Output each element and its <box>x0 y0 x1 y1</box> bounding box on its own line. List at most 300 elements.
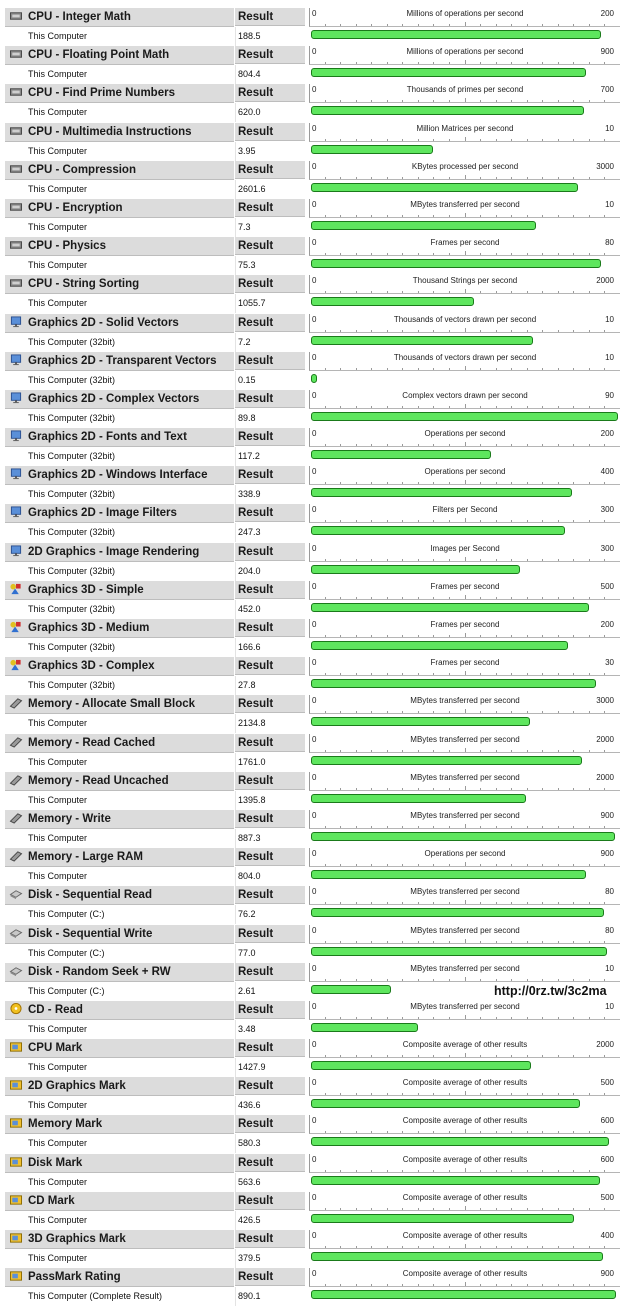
unit-label: Frames per second <box>430 581 500 591</box>
result-bar <box>311 1290 616 1299</box>
scale-axis <box>309 237 620 256</box>
result-row <box>0 734 630 772</box>
column-divider <box>235 905 236 924</box>
column-divider <box>235 1096 236 1115</box>
result-value: 436.6 <box>238 1100 261 1111</box>
test-header <box>0 237 306 256</box>
result-column-header: Result <box>235 1001 305 1019</box>
result-column-header: Result <box>235 466 305 484</box>
result-column-header: Result <box>235 314 305 332</box>
result-value: 2601.6 <box>238 183 266 194</box>
test-name-label: Graphics 3D - Complex <box>28 660 155 673</box>
unit-label: MBytes transferred per second <box>410 887 520 897</box>
scale-axis <box>309 1192 620 1211</box>
bar-track <box>310 717 620 729</box>
test-header <box>0 1268 306 1287</box>
unit-label: Composite average of other results <box>402 1040 528 1050</box>
hard-disk-icon <box>9 927 23 939</box>
bar-track <box>310 794 620 806</box>
test-header <box>0 46 306 65</box>
unit-label: Filters per Second <box>432 505 498 515</box>
result-column-header: Result <box>235 734 305 752</box>
result-bar <box>311 794 526 803</box>
test-name <box>5 314 234 333</box>
scale-max-label: 30 <box>605 658 614 668</box>
computer-row <box>0 1287 306 1306</box>
test-header <box>0 352 306 371</box>
computer-row <box>0 753 306 772</box>
unit-label: Complex vectors drawn per second <box>402 390 528 400</box>
test-header <box>0 886 306 905</box>
scale-min-label: 0 <box>312 1154 317 1164</box>
column-divider <box>235 944 236 963</box>
result-row <box>0 1192 630 1230</box>
bar-track <box>310 374 620 386</box>
test-name <box>5 1001 234 1020</box>
computer-label: This Computer (32bit) <box>28 374 116 385</box>
computer-row <box>0 447 306 466</box>
test-header <box>0 161 306 180</box>
computer-row <box>0 180 306 199</box>
unit-label: Operations per second <box>424 849 506 859</box>
result-column-header: Result <box>235 1039 305 1057</box>
scale-max-label: 2000 <box>596 1040 614 1050</box>
scale-max-label: 2000 <box>596 276 614 286</box>
test-header <box>0 1154 306 1173</box>
scale-max-label: 600 <box>600 1154 614 1164</box>
result-row <box>0 8 630 46</box>
scale-ticks <box>310 1206 620 1210</box>
monitor-icon <box>9 430 23 442</box>
result-value: 3.95 <box>238 145 256 156</box>
result-value: 2134.8 <box>238 718 266 729</box>
scale-axis <box>309 1077 620 1096</box>
unit-label: MBytes transferred per second <box>410 925 520 935</box>
result-bar <box>311 450 491 459</box>
computer-row <box>0 27 306 46</box>
test-name-label: CPU - Encryption <box>28 201 123 214</box>
scale-max-label: 200 <box>600 9 614 18</box>
scale-max-label: 80 <box>605 887 614 897</box>
result-bar <box>311 679 596 688</box>
result-bar <box>311 1099 580 1108</box>
test-name-label: Disk Mark <box>28 1156 83 1169</box>
scale-ticks <box>310 404 620 408</box>
scale-ticks <box>310 289 620 293</box>
bar-track <box>310 412 620 424</box>
test-name <box>5 504 234 523</box>
bar-track <box>310 908 620 920</box>
test-name-label: CPU Mark <box>28 1042 83 1055</box>
column-divider <box>235 791 236 810</box>
monitor-icon <box>9 506 23 518</box>
memory-stick-icon <box>9 812 23 824</box>
monitor-icon <box>9 354 23 366</box>
scale-ticks <box>310 748 620 752</box>
scale-min-label: 0 <box>312 734 317 744</box>
computer-row <box>0 638 306 657</box>
result-row <box>0 1001 630 1039</box>
computer-row <box>0 218 306 237</box>
test-name <box>5 1077 234 1096</box>
column-divider <box>235 753 236 772</box>
scale-min-label: 0 <box>312 352 317 362</box>
computer-label: This Computer (C:) <box>28 947 105 958</box>
test-name-label: 2D Graphics - Image Rendering <box>28 545 200 558</box>
test-header <box>0 84 306 103</box>
result-value: 1761.0 <box>238 756 266 767</box>
test-name-label: Disk - Random Seek + RW <box>28 965 171 978</box>
computer-row <box>0 409 306 428</box>
scale-axis <box>309 963 620 982</box>
computer-row <box>0 1020 306 1039</box>
result-bar <box>311 526 565 535</box>
unit-label: Frames per second <box>430 238 500 248</box>
bar-track <box>310 106 620 118</box>
result-row <box>0 84 630 122</box>
result-row <box>0 428 630 466</box>
scale-axis <box>309 46 620 65</box>
test-name-label: Graphics 2D - Fonts and Text <box>28 431 187 444</box>
unit-label: Operations per second <box>424 467 506 477</box>
result-bar <box>311 908 604 917</box>
bar-track <box>310 832 620 844</box>
scale-axis <box>309 581 620 600</box>
test-name <box>5 772 234 791</box>
result-bar <box>311 717 530 726</box>
column-divider <box>235 485 236 504</box>
test-name <box>5 886 234 905</box>
test-header <box>0 504 306 523</box>
computer-row <box>0 829 306 848</box>
bar-track <box>310 183 620 195</box>
column-divider <box>235 867 236 886</box>
test-name-label: PassMark Rating <box>28 1271 121 1284</box>
result-row <box>0 1115 630 1153</box>
result-bar <box>311 68 586 77</box>
scale-axis <box>309 886 620 905</box>
computer-row <box>0 1134 306 1153</box>
result-value: 1395.8 <box>238 794 266 805</box>
test-name <box>5 199 234 218</box>
computer-label: This Computer <box>28 31 88 41</box>
computer-label: This Computer <box>28 794 88 805</box>
unit-label: MBytes transferred per second <box>410 810 520 820</box>
test-name <box>5 734 234 753</box>
scale-min-label: 0 <box>312 696 317 706</box>
test-name <box>5 695 234 714</box>
computer-label: This Computer <box>28 69 88 80</box>
test-name-label: CD - Read <box>28 1003 83 1016</box>
result-column-header: Result <box>235 1115 305 1133</box>
computer-row <box>0 1249 306 1268</box>
result-row <box>0 1268 630 1306</box>
test-header <box>0 123 306 142</box>
test-name <box>5 1039 234 1058</box>
scale-ticks <box>310 480 620 484</box>
result-row <box>0 925 630 963</box>
column-divider <box>235 333 236 352</box>
test-name <box>5 581 234 600</box>
scale-ticks <box>310 60 620 64</box>
scale-max-label: 2000 <box>596 772 614 782</box>
result-column-header: Result <box>235 963 305 981</box>
result-column-header: Result <box>235 46 305 64</box>
scale-min-label: 0 <box>312 543 317 553</box>
scale-ticks <box>310 442 620 446</box>
result-column-header: Result <box>235 1192 305 1210</box>
scale-min-label: 0 <box>312 390 317 400</box>
unit-label: Images per Second <box>430 543 500 553</box>
computer-label: This Computer <box>28 1214 88 1225</box>
scale-axis <box>309 848 620 867</box>
unit-label: Thousands of primes per second <box>406 85 524 95</box>
bar-track <box>310 1214 620 1226</box>
test-name-label: 2D Graphics Mark <box>28 1080 126 1093</box>
test-header <box>0 1230 306 1249</box>
test-name-label: CPU - Multimedia Instructions <box>28 125 192 138</box>
bar-track <box>310 68 620 80</box>
result-bar <box>311 259 601 268</box>
scale-min-label: 0 <box>312 47 317 57</box>
result-bar <box>311 1176 600 1185</box>
bar-track <box>310 947 620 959</box>
unit-label: Frames per second <box>430 620 500 629</box>
scale-ticks <box>310 595 620 599</box>
test-header <box>0 810 306 829</box>
result-value: 890.1 <box>238 1291 261 1302</box>
test-name <box>5 275 234 294</box>
test-header <box>0 390 306 409</box>
test-name-label: CPU - Find Prime Numbers <box>28 87 175 100</box>
result-value: 2.61 <box>238 985 256 996</box>
scale-axis <box>309 772 620 791</box>
test-name-label: Graphics 2D - Image Filters <box>28 507 177 520</box>
test-name <box>5 925 234 944</box>
test-name-label: Graphics 3D - Medium <box>28 622 150 634</box>
test-name-label: CPU - Integer Math <box>28 11 131 23</box>
scale-axis <box>309 1230 620 1249</box>
test-name <box>5 237 234 256</box>
unit-label: Millions of operations per second <box>406 47 524 57</box>
result-column-header: Result <box>235 772 305 790</box>
scale-min-label: 0 <box>312 199 317 209</box>
scale-axis <box>309 504 620 523</box>
scale-axis <box>309 1039 620 1058</box>
computer-label: This Computer (32bit) <box>28 565 116 576</box>
result-row <box>0 581 630 619</box>
bar-track <box>310 297 620 309</box>
column-divider <box>235 409 236 428</box>
computer-label: This Computer (32bit) <box>28 603 116 614</box>
computer-label: This Computer <box>28 145 88 156</box>
scale-max-label: 900 <box>600 1269 614 1279</box>
mark-icon <box>9 1232 23 1244</box>
scale-ticks <box>310 633 620 637</box>
scale-axis <box>309 925 620 944</box>
memory-stick-icon <box>9 850 23 862</box>
scale-axis <box>309 1115 620 1134</box>
computer-row <box>0 1211 306 1230</box>
result-value: 0.15 <box>238 374 256 385</box>
column-divider <box>235 1134 236 1153</box>
benchmark-results <box>0 8 630 1306</box>
result-value: 804.4 <box>238 69 261 80</box>
unit-label: Composite average of other results <box>402 1116 528 1126</box>
cpu-chip-icon <box>9 277 23 289</box>
scale-ticks <box>310 862 620 866</box>
test-name <box>5 123 234 142</box>
computer-label: This Computer <box>28 756 88 767</box>
test-header <box>0 275 306 294</box>
scale-axis <box>309 314 620 333</box>
scale-max-label: 10 <box>605 963 614 973</box>
scale-min-label: 0 <box>312 849 317 859</box>
test-name <box>5 657 234 676</box>
computer-row <box>0 867 306 886</box>
computer-label: This Computer (32bit) <box>28 642 116 652</box>
scale-min-label: 0 <box>312 620 317 629</box>
unit-label: MBytes transferred per second <box>410 199 520 209</box>
result-row <box>0 772 630 810</box>
test-name-label: CPU - Floating Point Math <box>28 49 170 62</box>
bar-track <box>310 488 620 500</box>
cpu-chip-icon <box>9 201 23 213</box>
scale-max-label: 10 <box>605 199 614 209</box>
result-value: 1427.9 <box>238 1062 266 1073</box>
test-name-label: CPU - String Sorting <box>28 278 140 291</box>
scale-max-label: 900 <box>600 47 614 57</box>
scale-ticks <box>310 175 620 179</box>
result-value: 188.5 <box>238 31 261 41</box>
scale-max-label: 80 <box>605 925 614 935</box>
result-value: 89.8 <box>238 412 256 423</box>
scale-max-label: 10 <box>605 123 614 133</box>
result-bar <box>311 221 536 230</box>
scale-max-label: 500 <box>600 581 614 591</box>
computer-label: This Computer <box>28 260 88 271</box>
computer-label: This Computer <box>28 718 88 729</box>
column-divider <box>235 562 236 581</box>
test-header <box>0 581 306 600</box>
scale-min-label: 0 <box>312 276 317 286</box>
computer-row <box>0 944 306 963</box>
bar-track <box>310 1176 620 1188</box>
result-row <box>0 1077 630 1115</box>
computer-label: This Computer <box>28 1100 88 1111</box>
result-value: 3.48 <box>238 1023 256 1034</box>
scale-axis <box>309 1268 620 1287</box>
result-column-header: Result <box>235 390 305 408</box>
scale-min-label: 0 <box>312 314 317 324</box>
scale-min-label: 0 <box>312 1001 317 1011</box>
test-header <box>0 925 306 944</box>
column-divider <box>235 1249 236 1268</box>
scale-axis <box>309 734 620 753</box>
result-value: 7.3 <box>238 221 251 232</box>
scale-min-label: 0 <box>312 467 317 477</box>
scale-max-label: 2000 <box>596 734 614 744</box>
test-header <box>0 772 306 791</box>
unit-label: Thousands of vectors drawn per second <box>393 314 537 324</box>
test-name-label: Disk - Sequential Write <box>28 927 153 940</box>
result-column-header: Result <box>235 199 305 217</box>
test-header <box>0 466 306 485</box>
scale-ticks <box>310 824 620 828</box>
test-name-label: CPU - Physics <box>28 240 106 253</box>
test-name <box>5 1230 234 1249</box>
column-divider <box>235 1211 236 1230</box>
bar-track <box>310 756 620 768</box>
result-value: 379.5 <box>238 1253 261 1263</box>
result-row <box>0 848 630 886</box>
scale-ticks <box>310 137 620 141</box>
scale-axis <box>309 543 620 562</box>
test-name-label: Graphics 2D - Windows Interface <box>28 469 208 482</box>
unit-label: Composite average of other results <box>402 1192 528 1202</box>
scale-min-label: 0 <box>312 581 317 591</box>
result-bar <box>311 832 615 841</box>
computer-row <box>0 1173 306 1192</box>
shapes-3d-icon <box>9 659 23 671</box>
scale-axis <box>309 657 620 676</box>
computer-label: This Computer <box>28 871 88 882</box>
column-divider <box>235 27 236 46</box>
result-row <box>0 1230 630 1268</box>
scale-max-label: 600 <box>600 1116 614 1126</box>
result-bar <box>311 565 520 574</box>
test-name <box>5 619 234 638</box>
computer-label: This Computer <box>28 183 88 194</box>
bar-track <box>310 565 620 577</box>
scale-min-label: 0 <box>312 505 317 515</box>
result-bar <box>311 374 317 383</box>
column-divider <box>235 218 236 237</box>
bar-track <box>310 679 620 691</box>
result-row <box>0 161 630 199</box>
test-name <box>5 390 234 409</box>
test-name <box>5 543 234 562</box>
computer-row <box>0 294 306 313</box>
result-bar <box>311 488 572 497</box>
result-row <box>0 619 630 657</box>
bar-track <box>310 30 620 42</box>
result-row <box>0 314 630 352</box>
test-name <box>5 161 234 180</box>
computer-row <box>0 1096 306 1115</box>
test-header <box>0 695 306 714</box>
test-name <box>5 84 234 103</box>
scale-axis <box>309 810 620 829</box>
test-header <box>0 1192 306 1211</box>
result-row <box>0 237 630 275</box>
result-row <box>0 46 630 84</box>
result-column-header: Result <box>235 8 305 26</box>
mark-icon <box>9 1117 23 1129</box>
test-name <box>5 1192 234 1211</box>
computer-row <box>0 142 306 161</box>
test-header <box>0 543 306 562</box>
scale-ticks <box>310 1091 620 1095</box>
scale-max-label: 200 <box>600 429 614 439</box>
column-divider <box>235 1287 236 1306</box>
result-column-header: Result <box>235 352 305 370</box>
result-row <box>0 352 630 390</box>
scale-min-label: 0 <box>312 658 317 668</box>
scale-ticks <box>310 1168 620 1172</box>
result-bar <box>311 870 586 879</box>
scale-min-label: 0 <box>312 123 317 133</box>
